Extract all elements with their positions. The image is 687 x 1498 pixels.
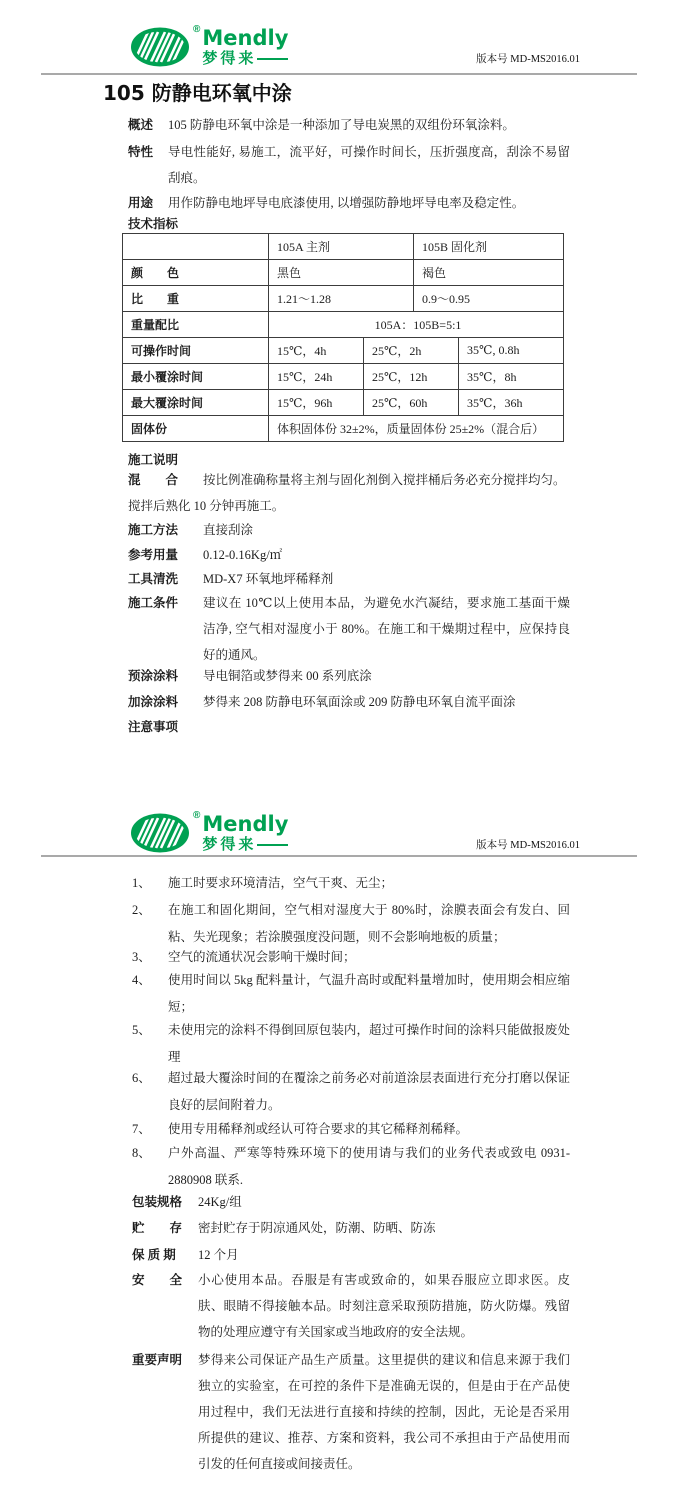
feature-label: 特性 [128, 145, 154, 159]
note-item-8: 8、 户外高温、严寒等特殊环境下的使用请与我们的业务代表或致电 0931-2880908 联系. [132, 1146, 570, 1187]
topcoat-row: 加涂涂料 梦得来 208 防静电环氧面涂或 209 防静电环氧自流平面涂 [128, 695, 516, 709]
usage-label: 用途 [128, 196, 154, 210]
usage-text: 用作防静电地坪导电底漆使用, 以增强防静地坪导电率及稳定性。 [168, 196, 525, 210]
tech-specs-table [122, 233, 564, 442]
note-item-4: 4、 使用时间以 5kg 配料量计，气温升高时或配料量增加时，使用期会相应缩短； [132, 973, 570, 1014]
condition-row: 施工条件 建议在 10℃以上使用本品，为避免水汽凝结，要求施工基面干燥洁净, 空气相对湿度小于 80%。在施工和干燥期过程中，应保持良好的通风。 [128, 596, 570, 662]
note-item-7: 7、 使用专用稀释剂或经认可符合要求的其它稀释剂稀释。 [132, 1122, 469, 1136]
precoat-row: 预涂涂料 导电铜箔或梦得来 00 系列底涂 [128, 669, 372, 683]
table-row: 最小覆涂时间 15℃，24h 25℃，12h 35℃，8h [123, 364, 564, 390]
construction-heading: 施工说明 [128, 453, 179, 467]
overview-row [128, 112, 570, 138]
version-label: 版本号 MD-MS2016.01 [476, 54, 580, 65]
col-b-header: 105B 固化剂 [414, 234, 564, 260]
tech-specs-heading: 技术指标 [128, 217, 179, 231]
page1-header [130, 26, 580, 68]
note-item-1: 1、 施工时要求环境清洁，空气干爽、无尘； [132, 876, 394, 890]
statement-row: 重要声明 梦得来公司保证产品生产质量。这里提供的建议和信息来源于我们独立的实验室，在可控的条件下是准确无误的，但是由于在产品使用过程中，我们无法进行直接和持续的控制，因此，无论是否采用所提供的建议、推荐、方案和资料，我公司不承担由于产品使用而引发的任何直接或间接责任。 [132, 1353, 570, 1471]
table-row: 颜 色 黑色 褐色 [123, 260, 564, 286]
logo-underline [257, 844, 288, 846]
logo-underline [257, 58, 288, 60]
packing-row: 包装规格 24Kg/组 [132, 1195, 242, 1209]
dosage-row: 参考用量 0.12-0.16Kg/㎡ [128, 548, 283, 562]
registered-trademark-icon: ® [193, 810, 201, 821]
brand-name-cn: 梦得来 [202, 49, 257, 67]
page2-header [130, 812, 580, 854]
mix-text: 按比例准确称量将主剂与固化剂倒入搅拌桶后务必充分搅拌均匀。 [203, 473, 566, 487]
note-item-2: 2、 在施工和固化期间，空气相对湿度大于 80%时，涂膜表面会有发白、回粘、失光现象；若涂膜强度没问题，则不会影响地板的质量； [132, 903, 570, 944]
mix-text-line2: 搅拌后熟化 10 分钟再施工。 [128, 499, 285, 513]
method-row: 施工方法 直接刮涂 [128, 523, 254, 537]
mix-row [128, 467, 570, 493]
mendly-logo-icon [130, 26, 192, 68]
notes-heading: 注意事项 [128, 720, 179, 734]
note-item-6: 6、 超过最大覆涂时间的在覆涂之前务必对前道涂层表面进行充分打磨以保证良好的层间附着力。 [132, 1071, 570, 1112]
mendly-logo-icon [130, 812, 192, 854]
usage-row [128, 190, 570, 216]
mendly-logo [130, 26, 288, 68]
brand-name-en: Mendly [202, 26, 289, 50]
shelf-life-row: 保 质 期 12 个月 [132, 1248, 239, 1262]
feature-text: 导电性能好, 易施工，流平好，可操作时间长，压折强度高，刮涂不易留刮痕。 [168, 145, 570, 185]
note-item-3: 3、 空气的流通状况会影响干燥时间； [132, 950, 356, 964]
brand-name-en: Mendly [202, 812, 289, 836]
mendly-logo [130, 812, 288, 854]
safety-row: 安 全 小心使用本品。吞服是有害或致命的，如果吞服应立即求医。皮肤、眼睛不得接触本品。时刻注意采取预防措施，防火防爆。残留物的处理应遵守有关国家或当地政府的安全法规。 [132, 1273, 570, 1339]
header-divider [41, 73, 637, 75]
cleaning-row: 工具清洗 MD-X7 环氧地坪稀释剂 [128, 572, 334, 586]
page-title: 105 防静电环氧中涂 [103, 81, 292, 105]
table-row: 重量配比 105A：105B=5:1 [123, 312, 564, 338]
version-label: 版本号 MD-MS2016.01 [476, 840, 580, 851]
table-row: 固体份 体积固体份 32±2%，质量固体份 25±2%（混合后） [123, 416, 564, 442]
overview-label: 概述 [128, 118, 154, 132]
feature-row [128, 139, 570, 191]
overview-text: 105 防静电环氧中涂是一种添加了导电炭黑的双组份环氧涂料。 [168, 118, 515, 132]
table-row [123, 234, 564, 260]
mix-label: 混 合 [128, 473, 179, 487]
header-divider [41, 855, 637, 857]
table-row: 可操作时间 15℃，4h 25℃，2h 35℃, 0.8h [123, 338, 564, 364]
brand-name-cn: 梦得来 [202, 835, 257, 853]
table-row: 最大覆涂时间 15℃，96h 25℃，60h 35℃，36h [123, 390, 564, 416]
registered-trademark-icon: ® [193, 24, 201, 35]
table-row: 比 重 1.21～1.28 0.9～0.95 [123, 286, 564, 312]
note-item-5: 5、 未使用完的涂料不得倒回原包装内，超过可操作时间的涂料只能做报废处理 [132, 1023, 570, 1064]
col-a-header: 105A 主剂 [269, 234, 414, 260]
storage-row: 贮 存 密封贮存于阴凉通风处，防潮、防晒、防冻 [132, 1221, 436, 1235]
document-page-2 [0, 790, 687, 1498]
